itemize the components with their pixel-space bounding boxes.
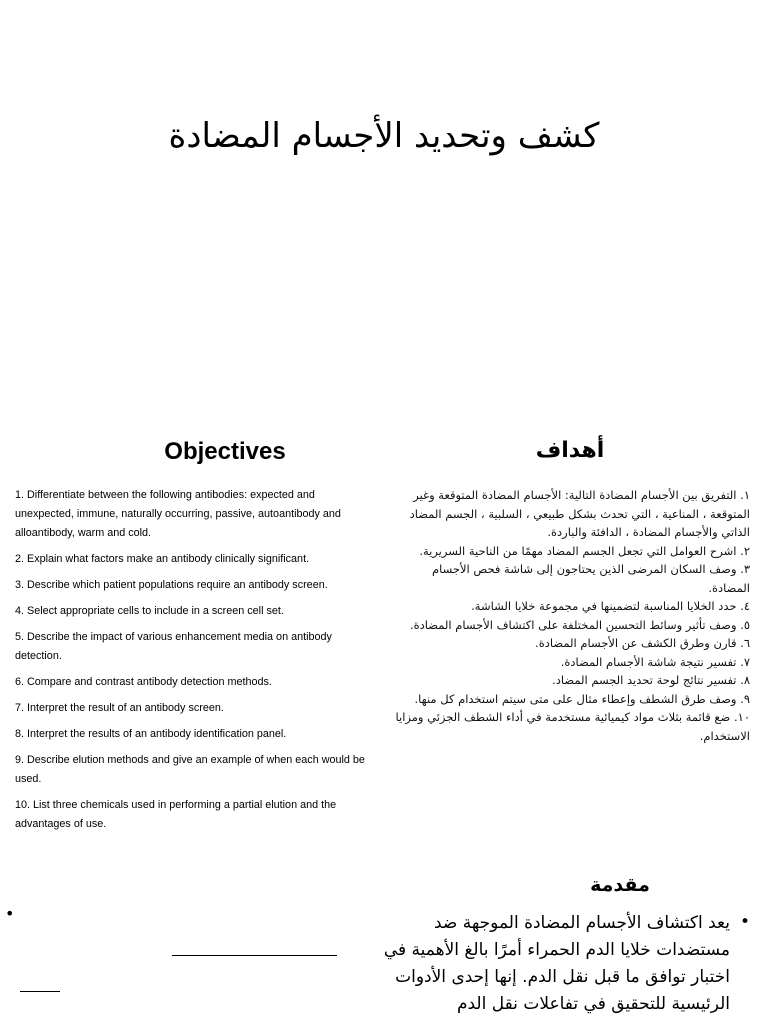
bullet-icon: • [5, 904, 15, 923]
objective-item-ar: ٧. تفسير نتيجة شاشة الأجسام المضادة. [560, 654, 750, 669]
page-title: كشف وتحديد الأجسام المضادة [168, 116, 600, 156]
objective-item: 7. Interpret the result of an antibody screen. [15, 702, 224, 714]
objective-item-ar: ١. التفريق بين الأجسام المضادة التالية: الأجسام المضادة المتوقعة وغير المتوقعة ، المناعية ، التي تحدث بشكل طبيعي ، السلبية ، الجسم المضاد الذاتي والأجسام المضادة ، الدافئة والباردة. [409, 488, 750, 539]
objective-item-ar: ١٠. ضع قائمة بثلاث مواد كيميائية مستخدمة في أداء الشطف الجزئي ومزايا الاستخدام. [395, 710, 750, 743]
objective-item-ar: ٨. تفسير نتائج لوحة تحديد الجسم المضاد. [552, 673, 750, 687]
objective-item: 6. Compare and contrast antibody detection methods. [15, 676, 272, 688]
objective-item: 3. Describe which patient populations require an antibody screen. [15, 579, 328, 591]
arabic-objectives-heading: أهداف [535, 438, 605, 463]
objectives-heading: Objectives [164, 438, 286, 465]
objective-item-ar: ٩. وصف طرق الشطف وإعطاء مثال على متى سيتم استخدام كل منها. [414, 691, 750, 706]
introduction-text: يعد اكتشاف الأجسام المضادة الموجهة ضد مستضدات خلايا الدم الحمراء أمرًا بالغ الأهمية في اختبار توافق ما قبل نقل الدم. إنها إحدى الأدوات الرئيسية للتحقيق في تفاعلات نقل الدم [383, 913, 730, 1014]
underline-rule [172, 955, 337, 956]
objective-item: 1. Differentiate between the following antibodies: expected and unexpected, immune, naturally occurring, passive, autoantibody and alloantibody, warm and cold. [15, 489, 341, 539]
objectives-list-en [15, 486, 365, 841]
objective-item: 5. Describe the impact of various enhancement media on antibody detection. [15, 631, 332, 662]
objective-item-ar: ٤. حدد الخلايا المناسبة لتضمينها في مجموعة خلايا الشاشة. [471, 599, 750, 613]
objective-item-ar: ٣. وصف السكان المرضى الذين يحتاجون إلى شاشة فحص الأجسام المضادة. [431, 562, 750, 595]
bullet-icon: • [740, 912, 751, 932]
objective-item: 10. List three chemicals used in performing a partial elution and the advantages of use. [15, 799, 337, 830]
underline-rule [20, 991, 60, 992]
objective-item-ar: ٥. وصف تأثير وسائط التحسين المختلفة على اكتشاف الأجسام المضادة. [409, 617, 750, 632]
objective-item: 4. Select appropriate cells to include in a screen cell set. [15, 605, 284, 617]
objective-item: 9. Describe elution methods and give an example of when each would be used. [15, 754, 365, 785]
objective-item: 8. Interpret the results of an antibody identification panel. [15, 728, 287, 740]
objective-item: 2. Explain what factors make an antibody clinically significant. [15, 553, 310, 565]
objectives-list-ar [390, 486, 750, 745]
objective-item-ar: ٦. قارن وطرق الكشف عن الأجسام المضادة. [535, 636, 750, 650]
objective-item-ar: ٢. اشرح العوامل التي تجعل الجسم المضاد مهمًا من الناحية السريرية. [419, 543, 750, 558]
introduction-heading: مقدمة [590, 874, 650, 896]
